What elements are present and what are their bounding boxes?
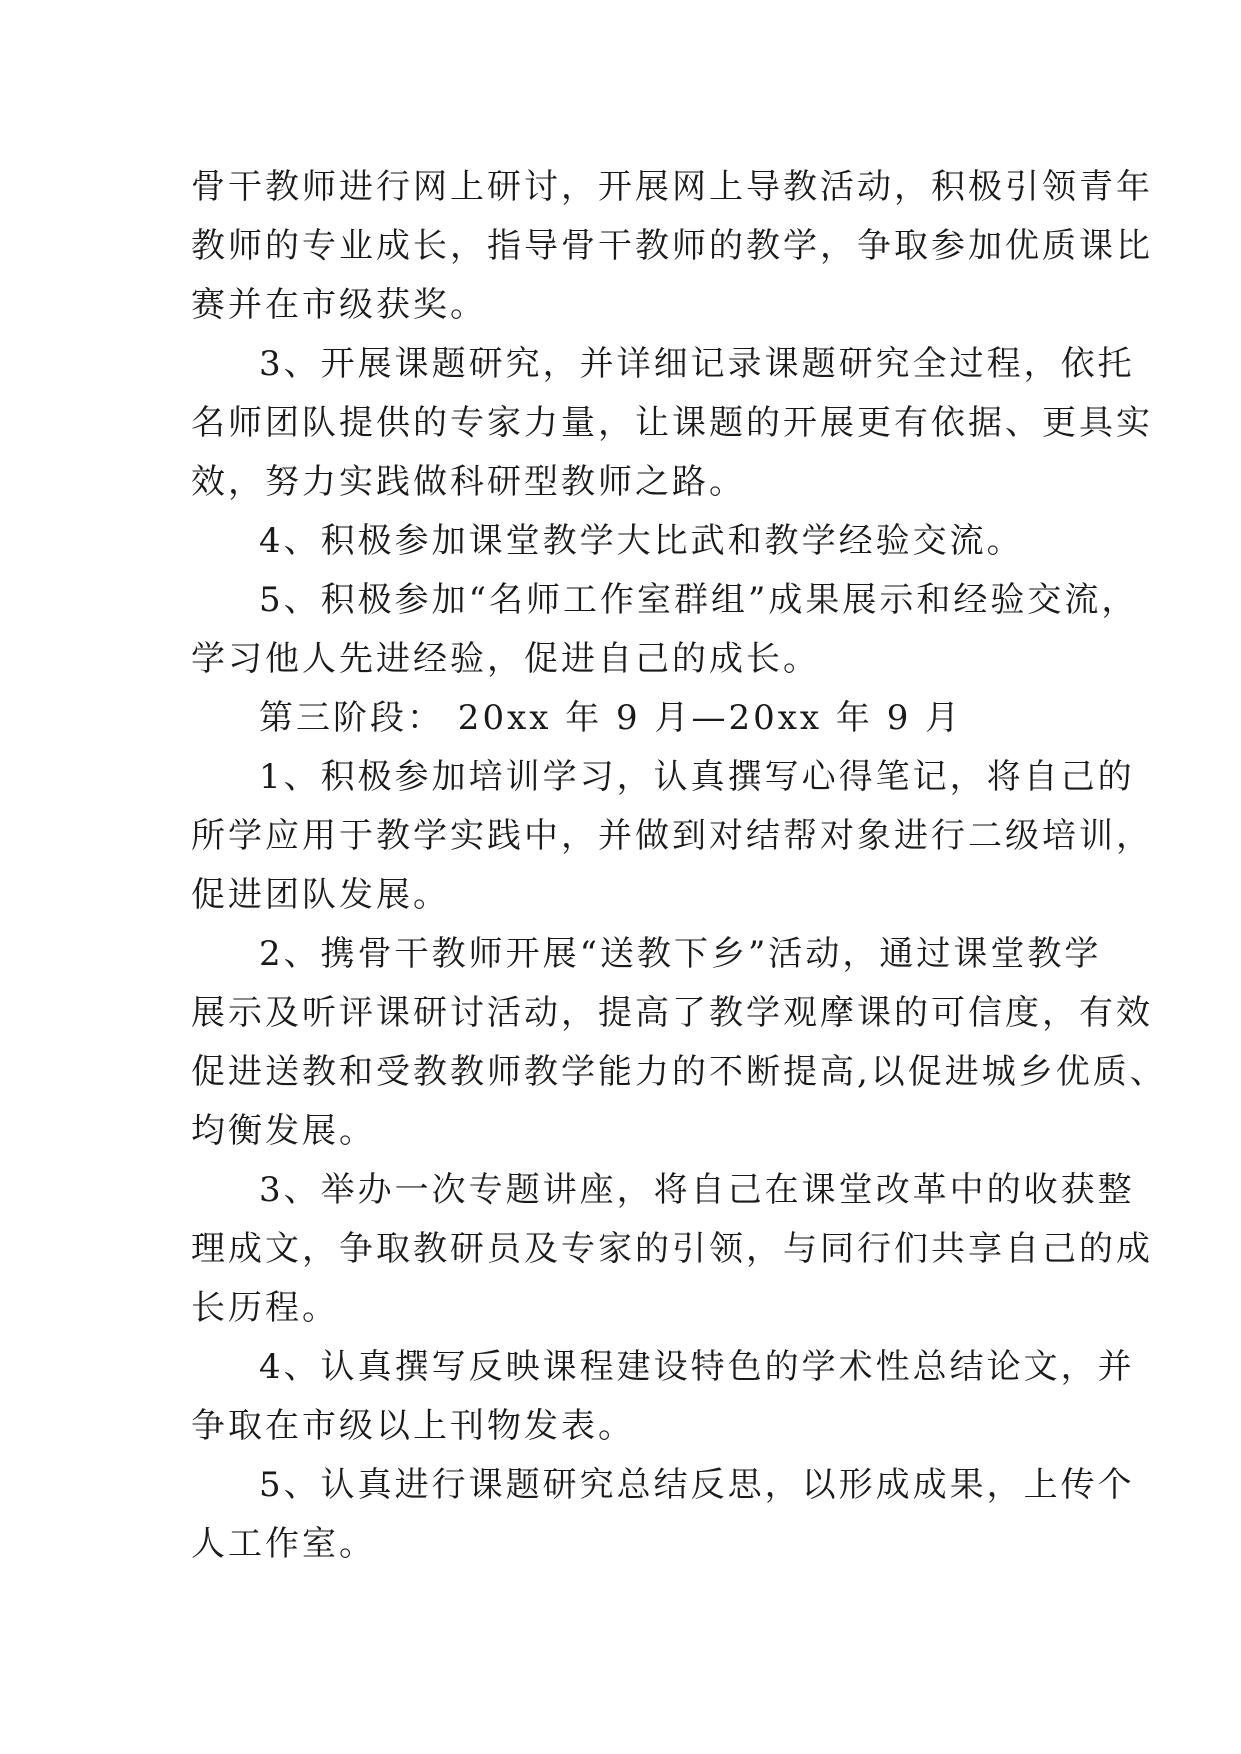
text-line: 长历程。 [191,1288,339,1328]
text-line: 均衡发展。 [191,1111,376,1151]
text-line: 教师的专业成长，指导骨干教师的教学，争取参加优质课比 [191,226,1153,266]
text-line: 赛并在市级获奖。 [191,285,487,325]
text-line: 展示及听评课研讨活动，提高了教学观摩课的可信度，有效 [191,993,1153,1033]
text-line: 3、举办一次专题讲座，将自己在课堂改革中的收获整 [259,1170,1135,1210]
text-line: 5、认真进行课题研究总结反思，以形成成果，上传个 [259,1465,1135,1505]
text-line: 2、携骨干教师开展“送教下乡”活动，通过课堂教学 [259,934,1102,974]
text-line: 争取在市级以上刊物发表。 [191,1406,635,1446]
text-line: 名师团队提供的专家力量，让课题的开展更有依据、更具实 [191,403,1153,443]
text-line: 理成文，争取教研员及专家的引领，与同行们共享自己的成 [191,1229,1153,1269]
text-line: 4、认真撰写反映课程建设特色的学术性总结论文，并 [259,1347,1135,1387]
text-line: 3、开展课题研究，并详细记录课题研究全过程，依托 [259,344,1135,384]
text-line: 人工作室。 [191,1524,376,1564]
text-line: 效，努力实践做科研型教师之路。 [191,462,746,502]
text-line: 所学应用于教学实践中，并做到对结帮对象进行二级培训， [191,816,1153,856]
text-line: 骨干教师进行网上研讨，开展网上导教活动，积极引领青年 [191,167,1153,207]
text-line: 促进团队发展。 [191,875,450,915]
section-heading: 第三阶段： 20xx 年 9 月—20xx 年 9 月 [259,698,963,738]
document-body [191,158,1167,1574]
text-line: 促进送教和受教教师教学能力的不断提高,以促进城乡优质、 [191,1052,1167,1092]
text-line: 4、积极参加课堂教学大比武和教学经验交流。 [259,521,1024,561]
text-line: 1、积极参加培训学习，认真撰写心得笔记，将自己的 [259,757,1135,797]
text-line: 学习他人先进经验，促进自己的成长。 [191,639,820,679]
text-line: 5、积极参加“名师工作室群组”成果展示和经验交流， [259,580,1139,620]
